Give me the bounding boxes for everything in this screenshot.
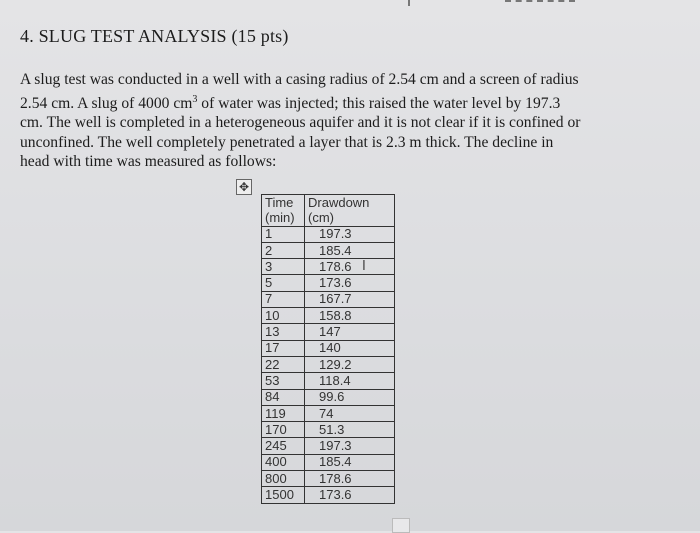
drawdown-table (261, 194, 395, 504)
drawdown-cell[interactable]: 51.3 (305, 422, 395, 438)
time-cell[interactable]: 17 (262, 340, 305, 356)
table-header-units-row (262, 210, 395, 226)
paragraph-line: unconfined. The well completely penetrated a layer that is 2.3 m thick. The decline in (20, 133, 554, 151)
drawdown-cell[interactable]: 140 (305, 340, 395, 356)
time-cell[interactable]: 10 (262, 308, 305, 324)
time-cell[interactable]: 2 (262, 242, 305, 258)
table-row (262, 405, 395, 421)
drawdown-cell[interactable]: 99.6 (305, 389, 395, 405)
time-cell[interactable]: 1 (262, 226, 305, 242)
drawdown-cell[interactable]: 173.6 (305, 487, 395, 503)
time-cell[interactable]: 84 (262, 389, 305, 405)
drawdown-cell[interactable]: 147 (305, 324, 395, 340)
drawdown-cell[interactable]: 185.4 (305, 242, 395, 258)
paragraph-line: 2.54 cm. A slug of 4000 $cm^3$ of water was injected; this raised the water level by 197.3 (20, 93, 561, 112)
table-row (262, 308, 395, 324)
question-paragraph (20, 70, 680, 172)
drawdown-cell[interactable]: 197.3 (305, 438, 395, 454)
move-handle-icon[interactable]: ✥ (236, 179, 252, 195)
header-drawdown-unit[interactable]: (cm) (305, 210, 395, 226)
table-row (262, 259, 395, 275)
time-cell[interactable]: 119 (262, 405, 305, 421)
drawdown-cell[interactable]: 185.4 (305, 454, 395, 470)
drawdown-cell[interactable]: 178.6 (305, 259, 395, 275)
drawdown-cell[interactable]: 167.7 (305, 291, 395, 307)
table-row (262, 471, 395, 487)
time-cell[interactable]: 1500 (262, 487, 305, 503)
time-cell[interactable]: 3 (262, 259, 305, 275)
table-row (262, 422, 395, 438)
table-row (262, 373, 395, 389)
drawdown-cell[interactable]: 173.6 (305, 275, 395, 291)
table-row (262, 340, 395, 356)
table-row (262, 454, 395, 470)
time-cell[interactable]: 13 (262, 324, 305, 340)
header-time[interactable]: Time (262, 195, 305, 211)
paragraph-line: A slug test was conducted in a well with a casing radius of 2.54 cm and a screen of radius (20, 71, 579, 88)
drawdown-cell[interactable]: 74 (305, 405, 395, 421)
top-edge-mark (408, 0, 410, 6)
table-row (262, 389, 395, 405)
superscript: 3 (192, 93, 198, 105)
table-row (262, 356, 395, 372)
time-cell[interactable]: 7 (262, 291, 305, 307)
paragraph-line: head with time was measured as follows: (20, 153, 277, 171)
table-row (262, 242, 395, 258)
time-cell[interactable]: 53 (262, 373, 305, 389)
table-row (262, 487, 395, 503)
header-drawdown[interactable]: Drawdown (305, 195, 395, 211)
drawdown-cell[interactable]: 118.4 (305, 373, 395, 389)
time-cell[interactable]: 22 (262, 356, 305, 372)
drawdown-cell[interactable]: 178.6 (305, 471, 395, 487)
drawdown-cell[interactable]: 158.8 (305, 308, 395, 324)
table-row (262, 226, 395, 242)
text-cursor-icon: I (362, 259, 366, 274)
paragraph-line: cm. The well is completed in a heterogeneous aquifer and it is not clear if it is confined or (20, 114, 581, 132)
table-row (262, 324, 395, 340)
header-time-unit[interactable]: (min) (262, 210, 305, 226)
time-cell[interactable]: 170 (262, 422, 305, 438)
time-cell[interactable]: 400 (262, 454, 305, 470)
drawdown-cell[interactable]: 197.3 (305, 226, 395, 242)
time-cell[interactable]: 5 (262, 275, 305, 291)
drawdown-cell[interactable]: 129.2 (305, 356, 395, 372)
table-row (262, 291, 395, 307)
table-header-row (262, 195, 395, 211)
time-cell[interactable]: 245 (262, 438, 305, 454)
table-row (262, 275, 395, 291)
table-row (262, 438, 395, 454)
question-heading: 4. SLUG TEST ANALYSIS (15 pts) (20, 26, 289, 46)
top-edge-dash (505, 0, 575, 5)
time-cell[interactable]: 800 (262, 471, 305, 487)
